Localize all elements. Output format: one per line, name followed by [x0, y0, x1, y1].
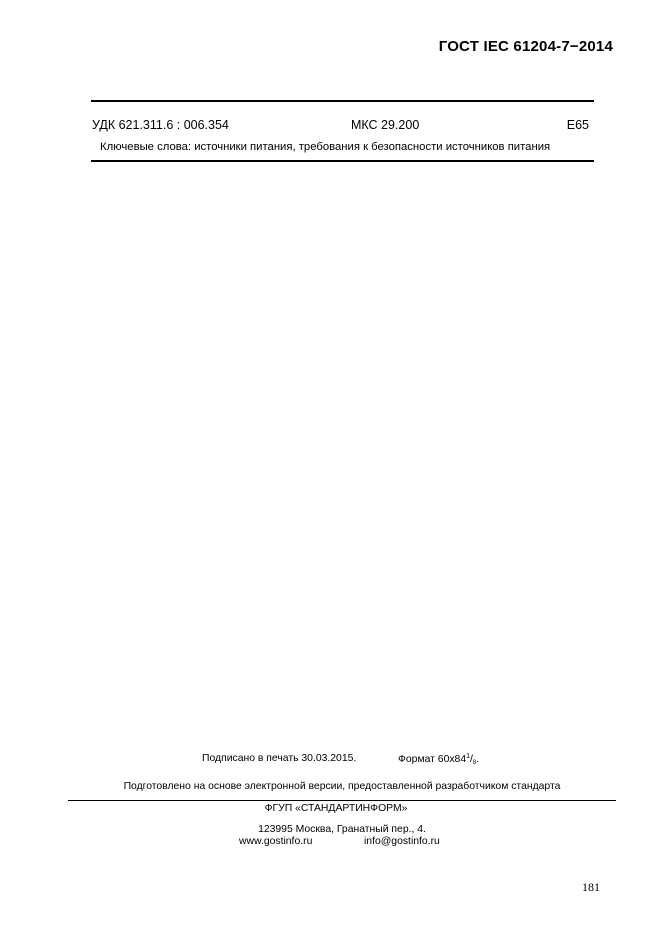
- format-denominator: 8: [472, 760, 477, 766]
- okp-code: Е65: [566, 118, 589, 132]
- publisher-address: 123995 Москва, Гранатный пер., 4.: [258, 824, 426, 835]
- publisher: ФГУП «СТАНДАРТИНФОРМ»: [264, 803, 408, 814]
- format-tail: .: [476, 754, 480, 765]
- website-link[interactable]: www.gostinfo.ru: [239, 836, 313, 847]
- keywords-rule: [91, 160, 594, 162]
- standard-id: ГОСТ IEC 61204-7−2014: [438, 38, 613, 55]
- prepared-note: Подготовлено на основе электронной версии, предоставленной разработчиком стандарта: [123, 781, 561, 792]
- format-numerator: 1: [466, 753, 471, 760]
- page-number: 181: [582, 880, 600, 894]
- mks-code: МКС 29.200: [351, 118, 420, 132]
- bottom-rule: [68, 800, 616, 801]
- paper-format: Формат $60x84^1/_8$.: [398, 753, 480, 766]
- email-link[interactable]: info@gostinfo.ru: [364, 836, 440, 847]
- keywords: Ключевые слова: источники питания, требования к безопасности источников питания: [100, 141, 551, 153]
- format-label: Формат 60x84: [398, 754, 467, 765]
- signed-date: Подписано в печать 30.03.2015.: [202, 753, 357, 764]
- top-rule: [91, 100, 594, 102]
- udk-code: УДК 621.311.6 : 006.354: [92, 118, 229, 132]
